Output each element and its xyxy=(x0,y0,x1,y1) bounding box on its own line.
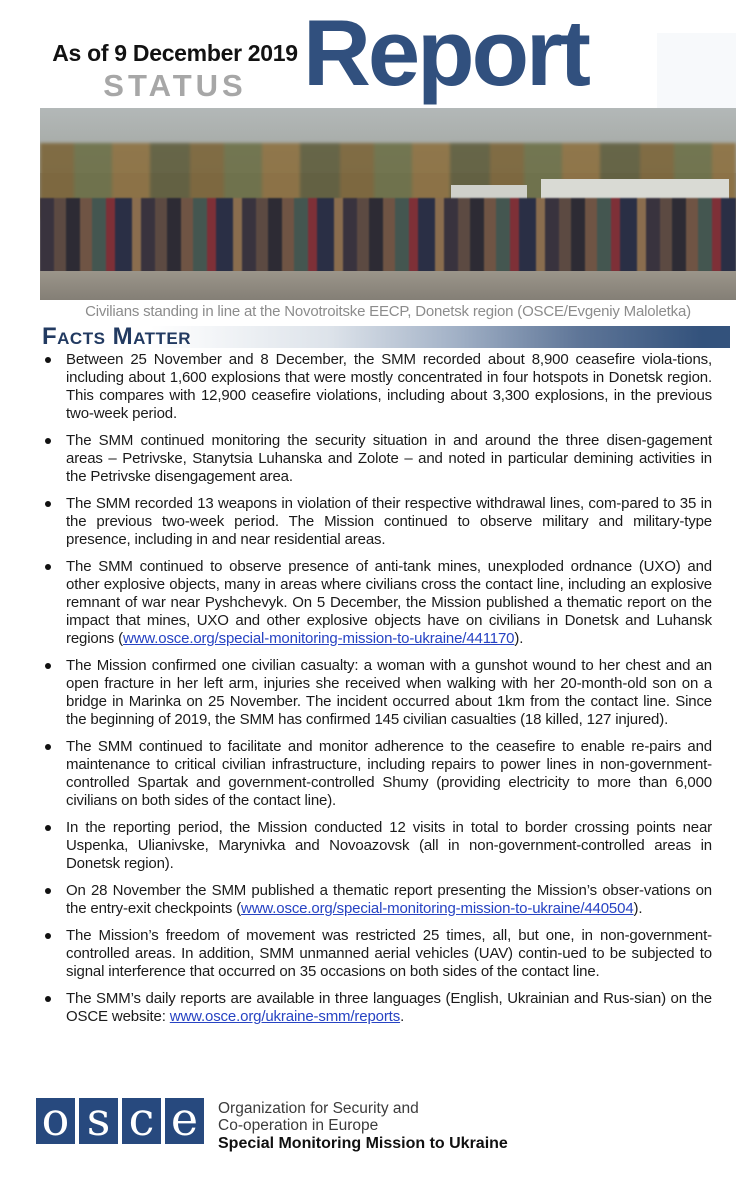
header-accent-panel xyxy=(657,33,736,108)
org-name-line2: Co-operation in Europe xyxy=(218,1117,379,1134)
osce-logo-letter: c xyxy=(122,1098,161,1144)
mission-name: Special Monitoring Mission to Ukraine xyxy=(218,1135,508,1152)
bullet-text: ). xyxy=(514,630,524,647)
list-item xyxy=(40,927,712,981)
bullet-text: On 28 November the SMM published a thematic report presenting the Mission’s obser-vations on the entry-exit checkpoints ( xyxy=(66,882,712,917)
photo-caption: Civilians standing in line at the Novotroitske EECP, Donetsk region (OSCE/Evgeniy Maloletka) xyxy=(85,303,691,320)
bullet-text: ). xyxy=(633,900,643,917)
list-item xyxy=(40,351,712,423)
footer xyxy=(36,1092,508,1153)
osce-logo-letter: o xyxy=(36,1098,75,1144)
facts-list xyxy=(40,351,712,1035)
inline-link[interactable]: www.osce.org/special-monitoring-mission-to-ukraine/440504 xyxy=(241,900,634,917)
bullet-text: The SMM continued to facilitate and monitor adherence to the ceasefire to enable re-pairs and maintenance to critical civilian infrastructure, including repairs to power lines in non-government-controlled Spartak and government-controlled Shumy (providing electricity to more than 6,000 civilians on both sides of the contact line). xyxy=(66,738,712,809)
bullet-text: The SMM continued to observe presence of anti-tank mines, unexploded ordnance (UXO) and other explosive objects, many in areas where civilians cross the contact line, including an explosive remnant of war near Pyshchevyk. On 5 December, the Mission published a thematic report on the impact that mines, UXO and other explosive objects have on civilians in Donetsk and Luhansk regions ( xyxy=(66,558,712,647)
org-name-line1: Organization for Security and xyxy=(218,1100,419,1117)
list-item xyxy=(40,657,712,729)
bullet-text: The SMM recorded 13 weapons in violation of their respective withdrawal lines, com-pared to 35 in the previous two-week period. The Mission continued to observe military and military-type presence, including in and near residential areas. xyxy=(66,495,712,548)
list-item xyxy=(40,819,712,873)
bullet-text: . xyxy=(400,1008,405,1025)
photo-crowd-region xyxy=(40,198,736,275)
facts-matter-bar xyxy=(40,323,730,350)
list-item xyxy=(40,990,712,1026)
header-photo xyxy=(40,108,736,300)
page-title: Report xyxy=(303,0,588,105)
inline-link[interactable]: www.osce.org/special-monitoring-mission-to-ukraine/441170 xyxy=(123,630,515,647)
photo-ground-region xyxy=(40,271,736,300)
list-item xyxy=(40,738,712,810)
bullet-text: The SMM’s daily reports are available in three languages (English, Ukrainian and Rus-sian) on the OSCE website: xyxy=(66,990,712,1025)
status-label: STATUS xyxy=(103,68,247,103)
list-item xyxy=(40,432,712,486)
bullet-text: In the reporting period, the Mission conducted 12 visits in total to border crossing points near Uspenka, Ulianivske, Marynivka and Novoazovsk (all in non-government-controlled areas in Donetsk region). xyxy=(66,819,712,872)
bullet-text: The SMM continued monitoring the security situation in and around the three disen-gagement areas – Petrivske, Stanytsia Luhanska and Zolote – and noted in particular demining activities in the Petrivske disengagement area. xyxy=(66,432,712,485)
org-text-block xyxy=(218,1098,508,1153)
list-item xyxy=(40,882,712,918)
bullet-text: Between 25 November and 8 December, the SMM recorded about 8,900 ceasefire viola-tions, including about 1,600 explosions that were mostly concentrated in four hotspots in Donetsk region. This compares with 12,900 ceasefire violations, including about 3,300 explosions, in the previous two-week period. xyxy=(66,351,712,422)
bullet-text: The Mission confirmed one civilian casualty: a woman with a gunshot wound to her chest and an open fracture in her left arm, injuries she received when walking with her 20-month-old son on a bridge in Marinka on 25 November. The incident occurred about 1km from the contact line. Since the beginning of 2019, the SMM has confirmed 145 civilian casualties (18 killed, 127 injured). xyxy=(66,657,712,728)
osce-logo-letter: e xyxy=(165,1098,204,1144)
header-left-block xyxy=(40,40,310,104)
bullet-text: The Mission’s freedom of movement was restricted 25 times, all, but one, in non-government-controlled areas. In addition, SMM unmanned aerial vehicles (UAV) contin-ued to be subjected to signal interference that occurred on 35 occasions on both sides of the contact line. xyxy=(66,927,712,980)
list-item xyxy=(40,558,712,648)
osce-logo xyxy=(36,1092,208,1146)
section-title: Facts Matter xyxy=(42,323,191,350)
report-date: As of 9 December 2019 xyxy=(52,40,298,66)
inline-link[interactable]: www.osce.org/ukraine-smm/reports xyxy=(169,1008,401,1025)
list-item xyxy=(40,495,712,549)
osce-logo-letter: s xyxy=(79,1098,118,1144)
